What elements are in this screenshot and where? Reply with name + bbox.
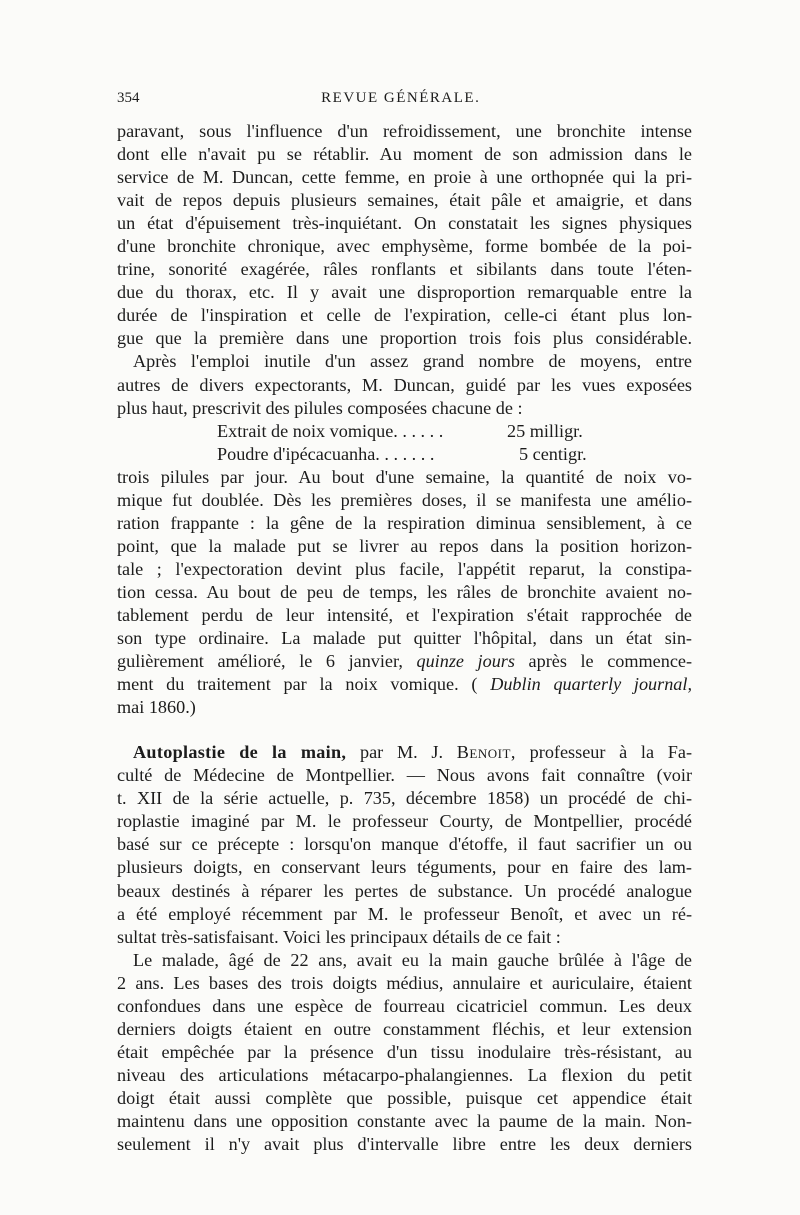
text-line: culté de Médecine de Montpellier. — Nous avons fait connaître (voir xyxy=(117,765,692,786)
text-line: dont elle n'avait pu se rétablir. Au moment de son admission dans le xyxy=(117,144,692,165)
italic-text: quinze jours xyxy=(416,651,515,672)
section-heading-line xyxy=(117,741,692,764)
prescription-item: Poudre d'ipécacuanha. . . . . . . xyxy=(217,443,435,464)
text-line: Le malade, âgé de 22 ans, avait eu la main gauche brûlée à l'âge de xyxy=(133,949,692,970)
paragraph-treatment xyxy=(117,350,692,419)
section-spacer xyxy=(117,719,692,741)
text-line: beaux destinés à réparer les pertes de substance. Un procédé analogue xyxy=(117,880,692,901)
author-name: Benoit, xyxy=(456,742,516,763)
text-line: plus haut, prescrivit des pilules composées chacune de : xyxy=(117,397,523,418)
text-line: ration frappante : la gêne de la respiration diminua sensiblement, à ce xyxy=(117,512,692,533)
text-line: trois pilules par jour. Au bout d'une semaine, la quantité de noix vo- xyxy=(117,466,692,487)
text-line: seulement il n'y avait plus d'intervalle libre entre les deux derniers xyxy=(117,1134,692,1155)
text-line: tion cessa. Au bout de peu de temps, les râles de bronchite avaient no- xyxy=(117,581,692,602)
text-run: après le commence- xyxy=(528,651,693,672)
text-line: vait de repos depuis plusieurs semaines, était pâle et amaigrie, et dans xyxy=(117,190,692,211)
prescription-item: Extrait de noix vomique. . . . . . xyxy=(217,420,444,441)
prescription-dose: 25 milligr. xyxy=(507,420,583,441)
text-line: durée de l'inspiration et celle de l'expiration, celle-ci étant plus lon- xyxy=(117,305,692,326)
running-title: REVUE GÉNÉRALE. xyxy=(321,90,481,106)
text-run: gulièrement amélioré, le 6 janvier, xyxy=(117,651,403,672)
page-number: 354 xyxy=(117,90,140,106)
text-line: t. XII de la série actuelle, p. 735, décembre 1858) un procédé de chi- xyxy=(117,788,692,809)
text-line: confondues dans une espèce de fourreau cicatriciel commun. Les deux xyxy=(117,995,692,1016)
section-title: Autoplastie de la main, xyxy=(133,742,347,763)
text-line: service de M. Duncan, cette femme, en proie à une orthopnée qui la pri- xyxy=(117,167,692,188)
text-line: était empêchée par la présence d'un tissu inodulaire très-résistant, au xyxy=(117,1041,692,1062)
text-line: basé sur ce précepte : lorsqu'on manque d'étoffe, il faut sacrifier un ou xyxy=(117,834,692,855)
text-line xyxy=(117,650,692,673)
text-line: due du thorax, etc. Il y avait une disproportion remarquable entre la xyxy=(117,282,692,303)
text-line: autres de divers expectorants, M. Duncan, guidé par les vues exposées xyxy=(117,374,692,395)
text-line: d'une bronchite chronique, avec emphysème, forme bombée de la poi- xyxy=(117,236,692,257)
text-line: sultat très-satisfaisant. Voici les principaux détails de ce fait : xyxy=(117,926,561,947)
body-text xyxy=(117,120,692,1156)
text-run: par M. J. xyxy=(360,742,444,763)
text-line: point, que la malade put se livrer au repos dans la position horizon- xyxy=(117,535,692,556)
text-line: roplastie imaginé par M. le professeur Courty, de Montpellier, procédé xyxy=(117,811,692,832)
paragraph-continued xyxy=(117,120,692,350)
text-line: gue que la première dans une proportion trois fois plus considérable. xyxy=(117,328,692,349)
page-header xyxy=(117,90,692,120)
text-line: derniers doigts étaient en outre constamment fléchis, et leur extension xyxy=(117,1018,692,1039)
prescription-dose: 5 centigr. xyxy=(519,443,587,464)
text-line: Après l'emploi inutile d'un assez grand nombre de moyens, entre xyxy=(133,351,692,372)
text-line: niveau des articulations métacarpo-phalangiennes. La flexion du petit xyxy=(117,1064,692,1085)
text-line: un état d'épuisement très-inquiétant. On constatait les signes physiques xyxy=(117,213,692,234)
text-line: trine, sonorité exagérée, râles ronflants et sibilants dans toute l'éten- xyxy=(117,259,692,280)
journal-citation: Dublin quarterly journal, xyxy=(490,674,692,695)
text-line: paravant, sous l'influence d'un refroidissement, une bronchite intense xyxy=(117,121,692,141)
text-line: a été employé récemment par M. le professeur Benoît, et avec un ré- xyxy=(117,903,692,924)
text-line: maintenu dans une opposition constante avec la paume de la main. Non- xyxy=(117,1110,692,1131)
text-line: mique fut doublée. Dès les premières doses, il se manifesta une amélio- xyxy=(117,489,692,510)
paragraph-result xyxy=(117,466,692,720)
text-line: tale ; l'expectoration devint plus facile, l'appétit reparut, la constipa- xyxy=(117,558,692,579)
prescription-list xyxy=(117,420,692,466)
text-line: 2 ans. Les bases des trois doigts médius, annulaire et auriculaire, étaient xyxy=(117,972,692,993)
paragraph-case xyxy=(117,949,692,1156)
text-run: ment du traitement par la noix vomique. ( xyxy=(117,674,478,695)
paragraph-section xyxy=(117,741,692,948)
text-line: mai 1860.) xyxy=(117,697,196,718)
text-line: tablement perdu de leur intensité, et l'expiration s'était rapprochée de xyxy=(117,604,692,625)
text-line xyxy=(117,673,692,696)
text-line: doigt était aussi complète que possible, puisque cet appendice était xyxy=(117,1087,692,1108)
text-run: professeur à la Fa- xyxy=(529,742,693,763)
text-line: plusieurs doigts, en conservant leurs téguments, pour en faire des lam- xyxy=(117,857,692,878)
text-line: son type ordinaire. La malade put quitter l'hôpital, dans un état sin- xyxy=(117,628,692,649)
